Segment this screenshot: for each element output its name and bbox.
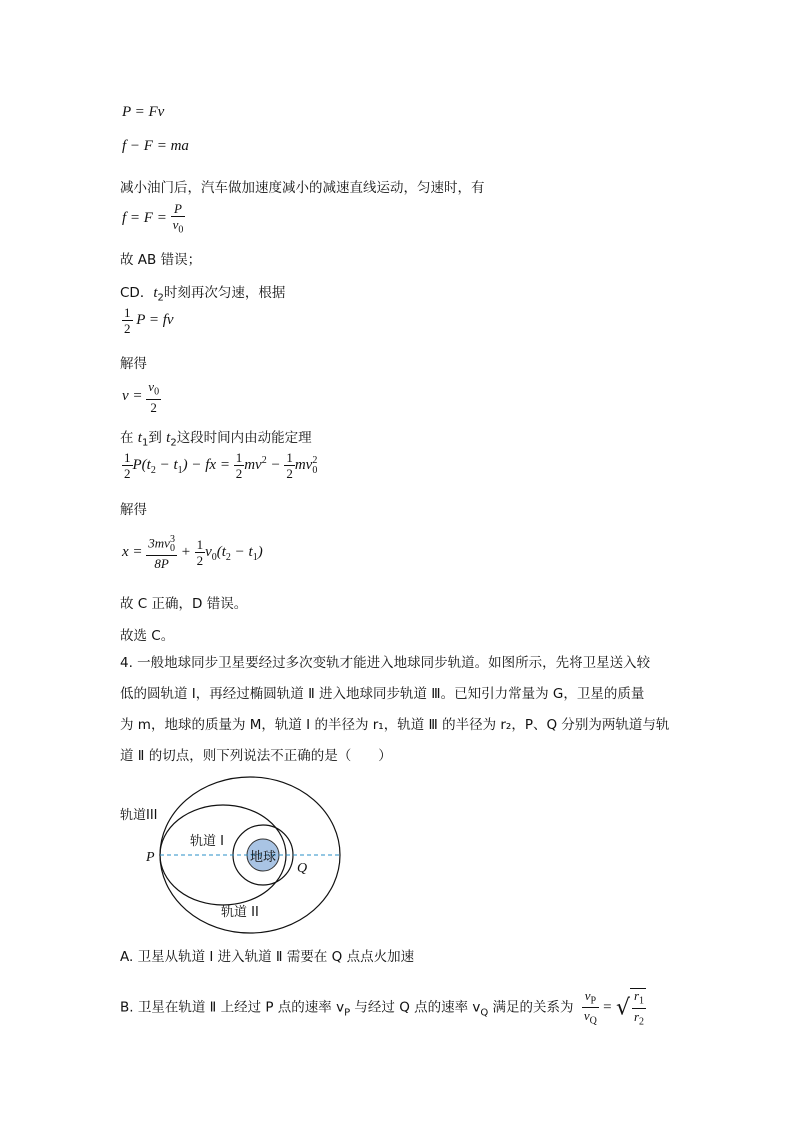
label-point-q: Q bbox=[297, 861, 308, 876]
label-point-p: P bbox=[146, 850, 155, 865]
eq3-fraction: $\frac{P}{v_0}$ bbox=[172, 201, 184, 236]
question-4-line: 道 Ⅱ 的切点，则下列说法不正确的是（ ） bbox=[120, 748, 392, 764]
equation-power: P = Fv bbox=[122, 104, 165, 120]
equation-half-power: $\frac{1}{2}$ P = fv bbox=[124, 305, 174, 336]
equation-kinetic-energy: $\frac{1}{2}$ $P(t_2 - t_1)$ − fx = $\frac{1}{2}$ $mv^2$ − $\frac{1}{2}$ $mv_0^2$ bbox=[124, 450, 318, 481]
text-c-correct: 故 C 正确，D 错误。 bbox=[120, 596, 248, 612]
orbit-diagram bbox=[115, 775, 355, 945]
option-a: A. 卫星从轨道 I 进入轨道 Ⅱ 需要在 Q 点点火加速 bbox=[120, 949, 415, 965]
equation-displacement: x = $\frac{3mv_0^3}{8P}$ + $\frac{1}{2}$ $v_0(t_2 - t_1)$ bbox=[122, 534, 263, 571]
text-interval: 在 $t_1$到 $t_2$这段时间内由动能定理 bbox=[120, 430, 312, 449]
option-b-sqrt: √ $\frac{r_1}{r_2}$ bbox=[615, 988, 645, 1028]
text-solve-2: 解得 bbox=[120, 502, 147, 518]
equation-uniform bbox=[122, 202, 185, 236]
question-4-line: 4. 一般地球同步卫星要经过多次变轨才能进入地球同步轨道。如图所示，先将卫星送入较 bbox=[120, 655, 651, 671]
label-orbit-2: 轨道 II bbox=[221, 905, 259, 920]
text-ab-wrong: 故 AB 错误； bbox=[120, 252, 202, 268]
text-slow-down: 减小油门后，汽车做加速度减小的减速直线运动，匀速时，有 bbox=[120, 180, 485, 196]
question-4-line: 低的圆轨道 I，再经过椭圆轨道 Ⅱ 进入地球同步轨道 Ⅲ。已知引力常量为 G，卫星的质量 bbox=[120, 686, 645, 702]
text-cd: CD．$t_2$时刻再次匀速，根据 bbox=[120, 285, 286, 304]
text-solve-1: 解得 bbox=[120, 356, 147, 372]
label-earth: 地球 bbox=[250, 850, 277, 865]
equation-newton: f − F = ma bbox=[122, 138, 189, 154]
eq3-left: f = F = bbox=[122, 210, 167, 227]
option-b-fraction: $\frac{v_P}{v_Q}$ bbox=[583, 987, 597, 1027]
option-b: B. 卫星在轨道 Ⅱ 上经过 P 点的速率 $v_P$ 与经过 Q 点的速率 $v_Q$ 满足的关系为 $\frac{v_P}{v_Q}$ = √ $\frac{r_1}{r_2}$ bbox=[120, 987, 645, 1028]
equation-v-half: v = $\frac{v_0}{2}$ bbox=[122, 379, 160, 415]
label-orbit-3: 轨道III bbox=[120, 808, 158, 823]
label-orbit-1: 轨道 I bbox=[190, 834, 224, 849]
question-4-line: 为 m，地球的质量为 M，轨道 I 的半径为 r₁，轨道 Ⅲ 的半径为 r₂，P、Q 分别为两轨道与轨 bbox=[120, 717, 670, 733]
text-choose-c: 故选 C。 bbox=[120, 628, 175, 644]
question-4 bbox=[120, 648, 680, 772]
